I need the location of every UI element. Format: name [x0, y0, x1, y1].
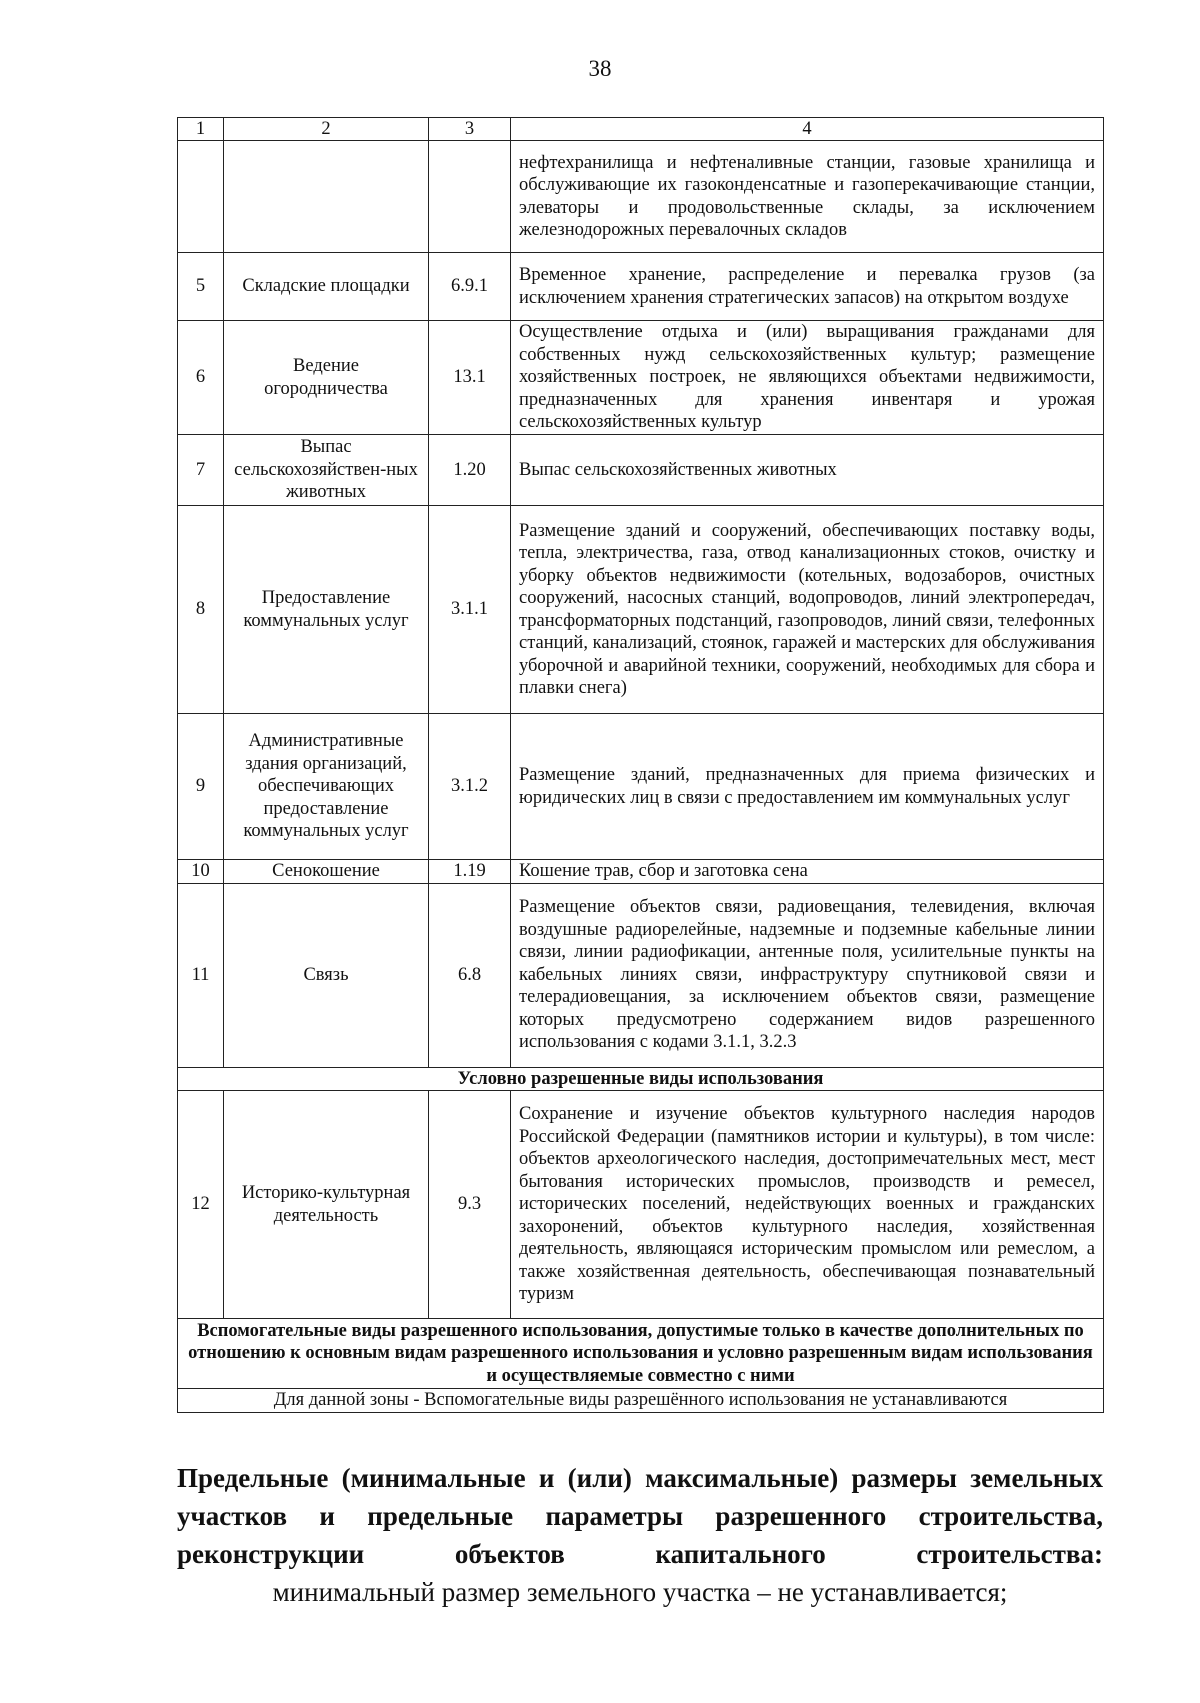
use-name: Административные здания организаций, обеспечивающих предоставление коммунальных услуг — [224, 714, 429, 860]
section-row-conditional — [178, 1067, 1104, 1091]
use-code: 13.1 — [429, 321, 511, 435]
auxiliary-note: Для данной зоны - Вспомогательные виды разрешённого использования не устанавливаются — [178, 1389, 1104, 1413]
header-cell: 2 — [224, 118, 429, 141]
use-code: 3.1.2 — [429, 714, 511, 860]
use-name: Связь — [224, 883, 429, 1067]
row-number — [178, 141, 224, 253]
limits-heading-paragraph: Предельные (минимальные и (или) максимальные) размеры земельных участков и предельные параметры разрешенного строительства, реконструкции объектов капитального строительства: — [177, 1463, 1103, 1569]
table-row — [178, 506, 1104, 714]
row-number: 10 — [178, 860, 224, 884]
row-number: 8 — [178, 506, 224, 714]
use-description: Размещение объектов связи, радиовещания, телевидения, включая воздушные радиорелейные, надземные и подземные кабельные линии связи, линии радиофикации, антенные поля, усилительные пункты на кабельных линиях связи, инфраструктуру спутниковой связи и телерадиовещания, за исключением объектов связи, размещение которых предусмотрено содержанием видов разрешенного использования с кодами 3.1.1, 3.2.3 — [511, 883, 1104, 1067]
use-code: 6.9.1 — [429, 253, 511, 321]
table-row — [178, 883, 1104, 1067]
use-description: Размещение зданий, предназначенных для приема физических и юридических лиц в связи с предоставлением им коммунальных услуг — [511, 714, 1104, 860]
use-description: Сохранение и изучение объектов культурного наследия народов Российской Федерации (памятников истории и культуры), в том числе: объектов археологического наследия, достопримечательных мест, мест бытования исторических промыслов, производств и ремесел, исторических поселений, недействующих военных и гражданских захоронений, объектов культурного наследия, хозяйственная деятельность, являющаяся историческим промыслом или ремеслом, а также хозяйственная деятельность, обеспечивающая познавательный туризм — [511, 1091, 1104, 1319]
table-row — [178, 253, 1104, 321]
use-code: 3.1.1 — [429, 506, 511, 714]
use-description: Размещение зданий и сооружений, обеспечивающих поставку воды, тепла, электричества, газа, отвод канализационных стоков, очистку и уборку объектов недвижимости (котельных, водозаборов, очистных сооружений, насосных станций, водопроводов, линий электропередач, трансформаторных подстанций, газопроводов, линий связи, телефонных станций, канализаций, стоянок, гаражей и мастерских для обслуживания уборочной и аварийной техники, сооружений, необходимых для сбора и плавки снега) — [511, 506, 1104, 714]
use-description: Кошение трав, сбор и заготовка сена — [511, 860, 1104, 884]
table-row — [178, 1091, 1104, 1319]
row-number: 7 — [178, 435, 224, 506]
row-number: 11 — [178, 883, 224, 1067]
use-code — [429, 141, 511, 253]
section-title-conditional: Условно разрешенные виды использования — [178, 1067, 1104, 1091]
table-row — [178, 435, 1104, 506]
table-row — [178, 321, 1104, 435]
header-cell: 4 — [511, 118, 1104, 141]
use-description: Осуществление отдыха и (или) выращивания гражданами для собственных нужд сельскохозяйственных культур; размещение хозяйственных построек, не являющихся объектами недвижимости, предназначенных для хранения инвентаря и урожая сельскохозяйственных культур — [511, 321, 1104, 435]
use-description: Выпас сельскохозяйственных животных — [511, 435, 1104, 506]
use-name: Сенокошение — [224, 860, 429, 884]
table-row — [178, 714, 1104, 860]
note-row — [178, 1389, 1104, 1413]
use-code: 1.20 — [429, 435, 511, 506]
land-use-table — [177, 117, 1104, 1413]
use-name: Историко-культурная деятельность — [224, 1091, 429, 1319]
use-code: 1.19 — [429, 860, 511, 884]
use-name: Предоставление коммунальных услуг — [224, 506, 429, 714]
row-number: 9 — [178, 714, 224, 860]
row-number: 5 — [178, 253, 224, 321]
header-cell: 3 — [429, 118, 511, 141]
use-description: Временное хранение, распределение и перевалка грузов (за исключением хранения стратегических запасов) на открытом воздухе — [511, 253, 1104, 321]
use-code: 9.3 — [429, 1091, 511, 1319]
page-number: 38 — [588, 56, 612, 81]
use-description: нефтехранилища и нефтеналивные станции, газовые хранилища и обслуживающие их газоконденсатные и газоперекачивающие станции, элеваторы и продовольственные склады, за исключением железнодорожных перевалочных складов — [511, 141, 1104, 253]
table-row — [178, 141, 1104, 253]
row-number: 6 — [178, 321, 224, 435]
use-name: Выпас сельскохозяйствен-ных животных — [224, 435, 429, 506]
header-cell: 1 — [178, 118, 224, 141]
min-plot-size-line: минимальный размер земельного участка – не устанавливается; — [272, 1577, 1008, 1607]
section-row-auxiliary — [178, 1319, 1104, 1389]
use-name — [224, 141, 429, 253]
use-code: 6.8 — [429, 883, 511, 1067]
use-name: Складские площадки — [224, 253, 429, 321]
table-row — [178, 860, 1104, 884]
table-header-row — [178, 118, 1104, 141]
use-name: Ведение огородничества — [224, 321, 429, 435]
row-number: 12 — [178, 1091, 224, 1319]
section-title-auxiliary: Вспомогательные виды разрешенного использования, допустимые только в качестве дополнительных по отношению к основным видам разрешенного использования и условно разрешенным видам использования и осуществляемые совместно с ними — [178, 1319, 1104, 1389]
